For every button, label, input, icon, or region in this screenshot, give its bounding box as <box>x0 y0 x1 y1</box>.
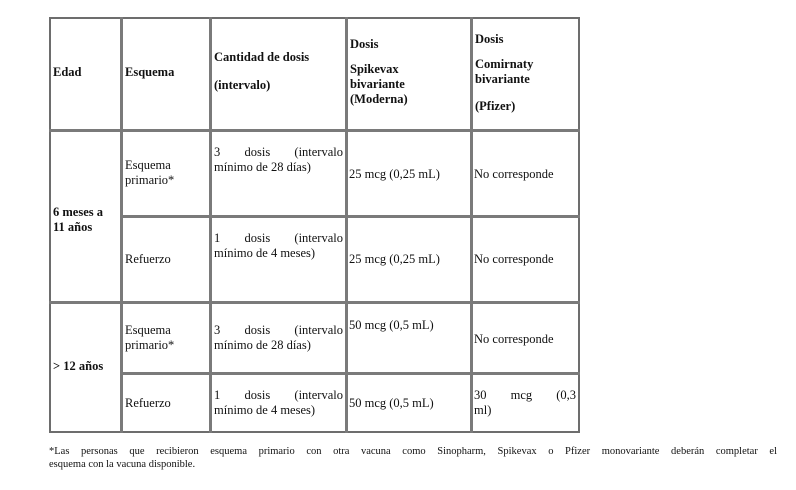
cantidad-line2: mínimo de 28 días) <box>214 160 311 174</box>
comirnaty-dose-cell <box>474 388 576 418</box>
footnote-line1: *Las personas que recibieron esquema primario con otra vacuna como Sinopharm, Spikevax o Pfizer monovariante deberán completar el <box>49 446 777 457</box>
esquema-line1: Esquema <box>125 323 171 337</box>
age-group-1-line1: 6 meses a <box>53 205 103 219</box>
cantidad-line1: 3 dosis (intervalo <box>214 145 343 159</box>
esquema-line2: primario* <box>125 173 175 187</box>
cantidad-cell <box>214 323 343 353</box>
cantidad-line2: mínimo de 4 meses) <box>214 403 316 417</box>
comirnaty-line1: 30 mcg (0,3 <box>474 388 576 402</box>
cantidad-line1: 1 dosis (intervalo <box>214 388 343 402</box>
header-spikevax-line3: bivariante <box>350 77 405 91</box>
header-comirnaty-line2: Comirnaty <box>475 57 534 71</box>
esquema-cell <box>125 158 174 188</box>
spikevax-dose-cell: 50 mcg (0,5 mL) <box>349 396 434 410</box>
cantidad-line2: mínimo de 28 días) <box>214 338 311 352</box>
spikevax-dose-cell: 50 mcg (0,5 mL) <box>349 318 434 332</box>
column-divider <box>120 17 123 433</box>
header-spikevax-line1: Dosis <box>350 37 379 51</box>
esquema-cell <box>125 323 174 353</box>
cantidad-cell <box>214 145 343 175</box>
column-divider <box>345 17 348 433</box>
age-group-2: > 12 años <box>53 359 104 373</box>
header-comirnaty-line1: Dosis <box>475 32 504 46</box>
row-divider <box>49 129 580 132</box>
comirnaty-line2: ml) <box>474 403 492 417</box>
comirnaty-dose-cell: No corresponde <box>474 167 554 181</box>
column-divider <box>470 17 473 433</box>
header-comirnaty-line4: (Pfizer) <box>475 99 516 113</box>
spikevax-dose-cell: 25 mcg (0,25 mL) <box>349 167 440 181</box>
esquema-line1: Esquema <box>125 158 171 172</box>
header-spikevax <box>350 37 408 107</box>
header-cantidad-line1: Cantidad de dosis <box>214 50 310 64</box>
header-edad: Edad <box>53 65 82 79</box>
header-spikevax-line2: Spikevax <box>350 62 399 76</box>
age-group-1 <box>53 205 103 235</box>
esquema-line2: primario* <box>125 338 175 352</box>
header-cantidad-line2: (intervalo) <box>214 78 271 92</box>
header-comirnaty <box>475 32 533 114</box>
cantidad-line1: 1 dosis (intervalo <box>214 231 343 245</box>
age-group-1-line2: 11 años <box>53 220 93 234</box>
esquema-cell: Refuerzo <box>125 396 171 410</box>
header-esquema: Esquema <box>125 65 175 79</box>
cantidad-cell <box>214 231 343 261</box>
cantidad-cell <box>214 388 343 418</box>
cantidad-line2: mínimo de 4 meses) <box>214 246 316 260</box>
spikevax-dose-cell: 25 mcg (0,25 mL) <box>349 252 440 266</box>
header-comirnaty-line3: bivariante <box>475 72 530 86</box>
header-cantidad <box>214 50 309 93</box>
row-divider <box>49 301 580 304</box>
column-divider <box>209 17 212 433</box>
footnote-line2: esquema con la vacuna disponible. <box>49 458 196 470</box>
comirnaty-dose-cell: No corresponde <box>474 252 554 266</box>
cantidad-line1: 3 dosis (intervalo <box>214 323 343 337</box>
esquema-cell: Refuerzo <box>125 252 171 266</box>
footnote <box>49 446 777 471</box>
row-divider <box>120 215 580 218</box>
comirnaty-dose-cell: No corresponde <box>474 332 554 346</box>
header-spikevax-line4: (Moderna) <box>350 92 408 106</box>
row-divider <box>120 372 580 375</box>
